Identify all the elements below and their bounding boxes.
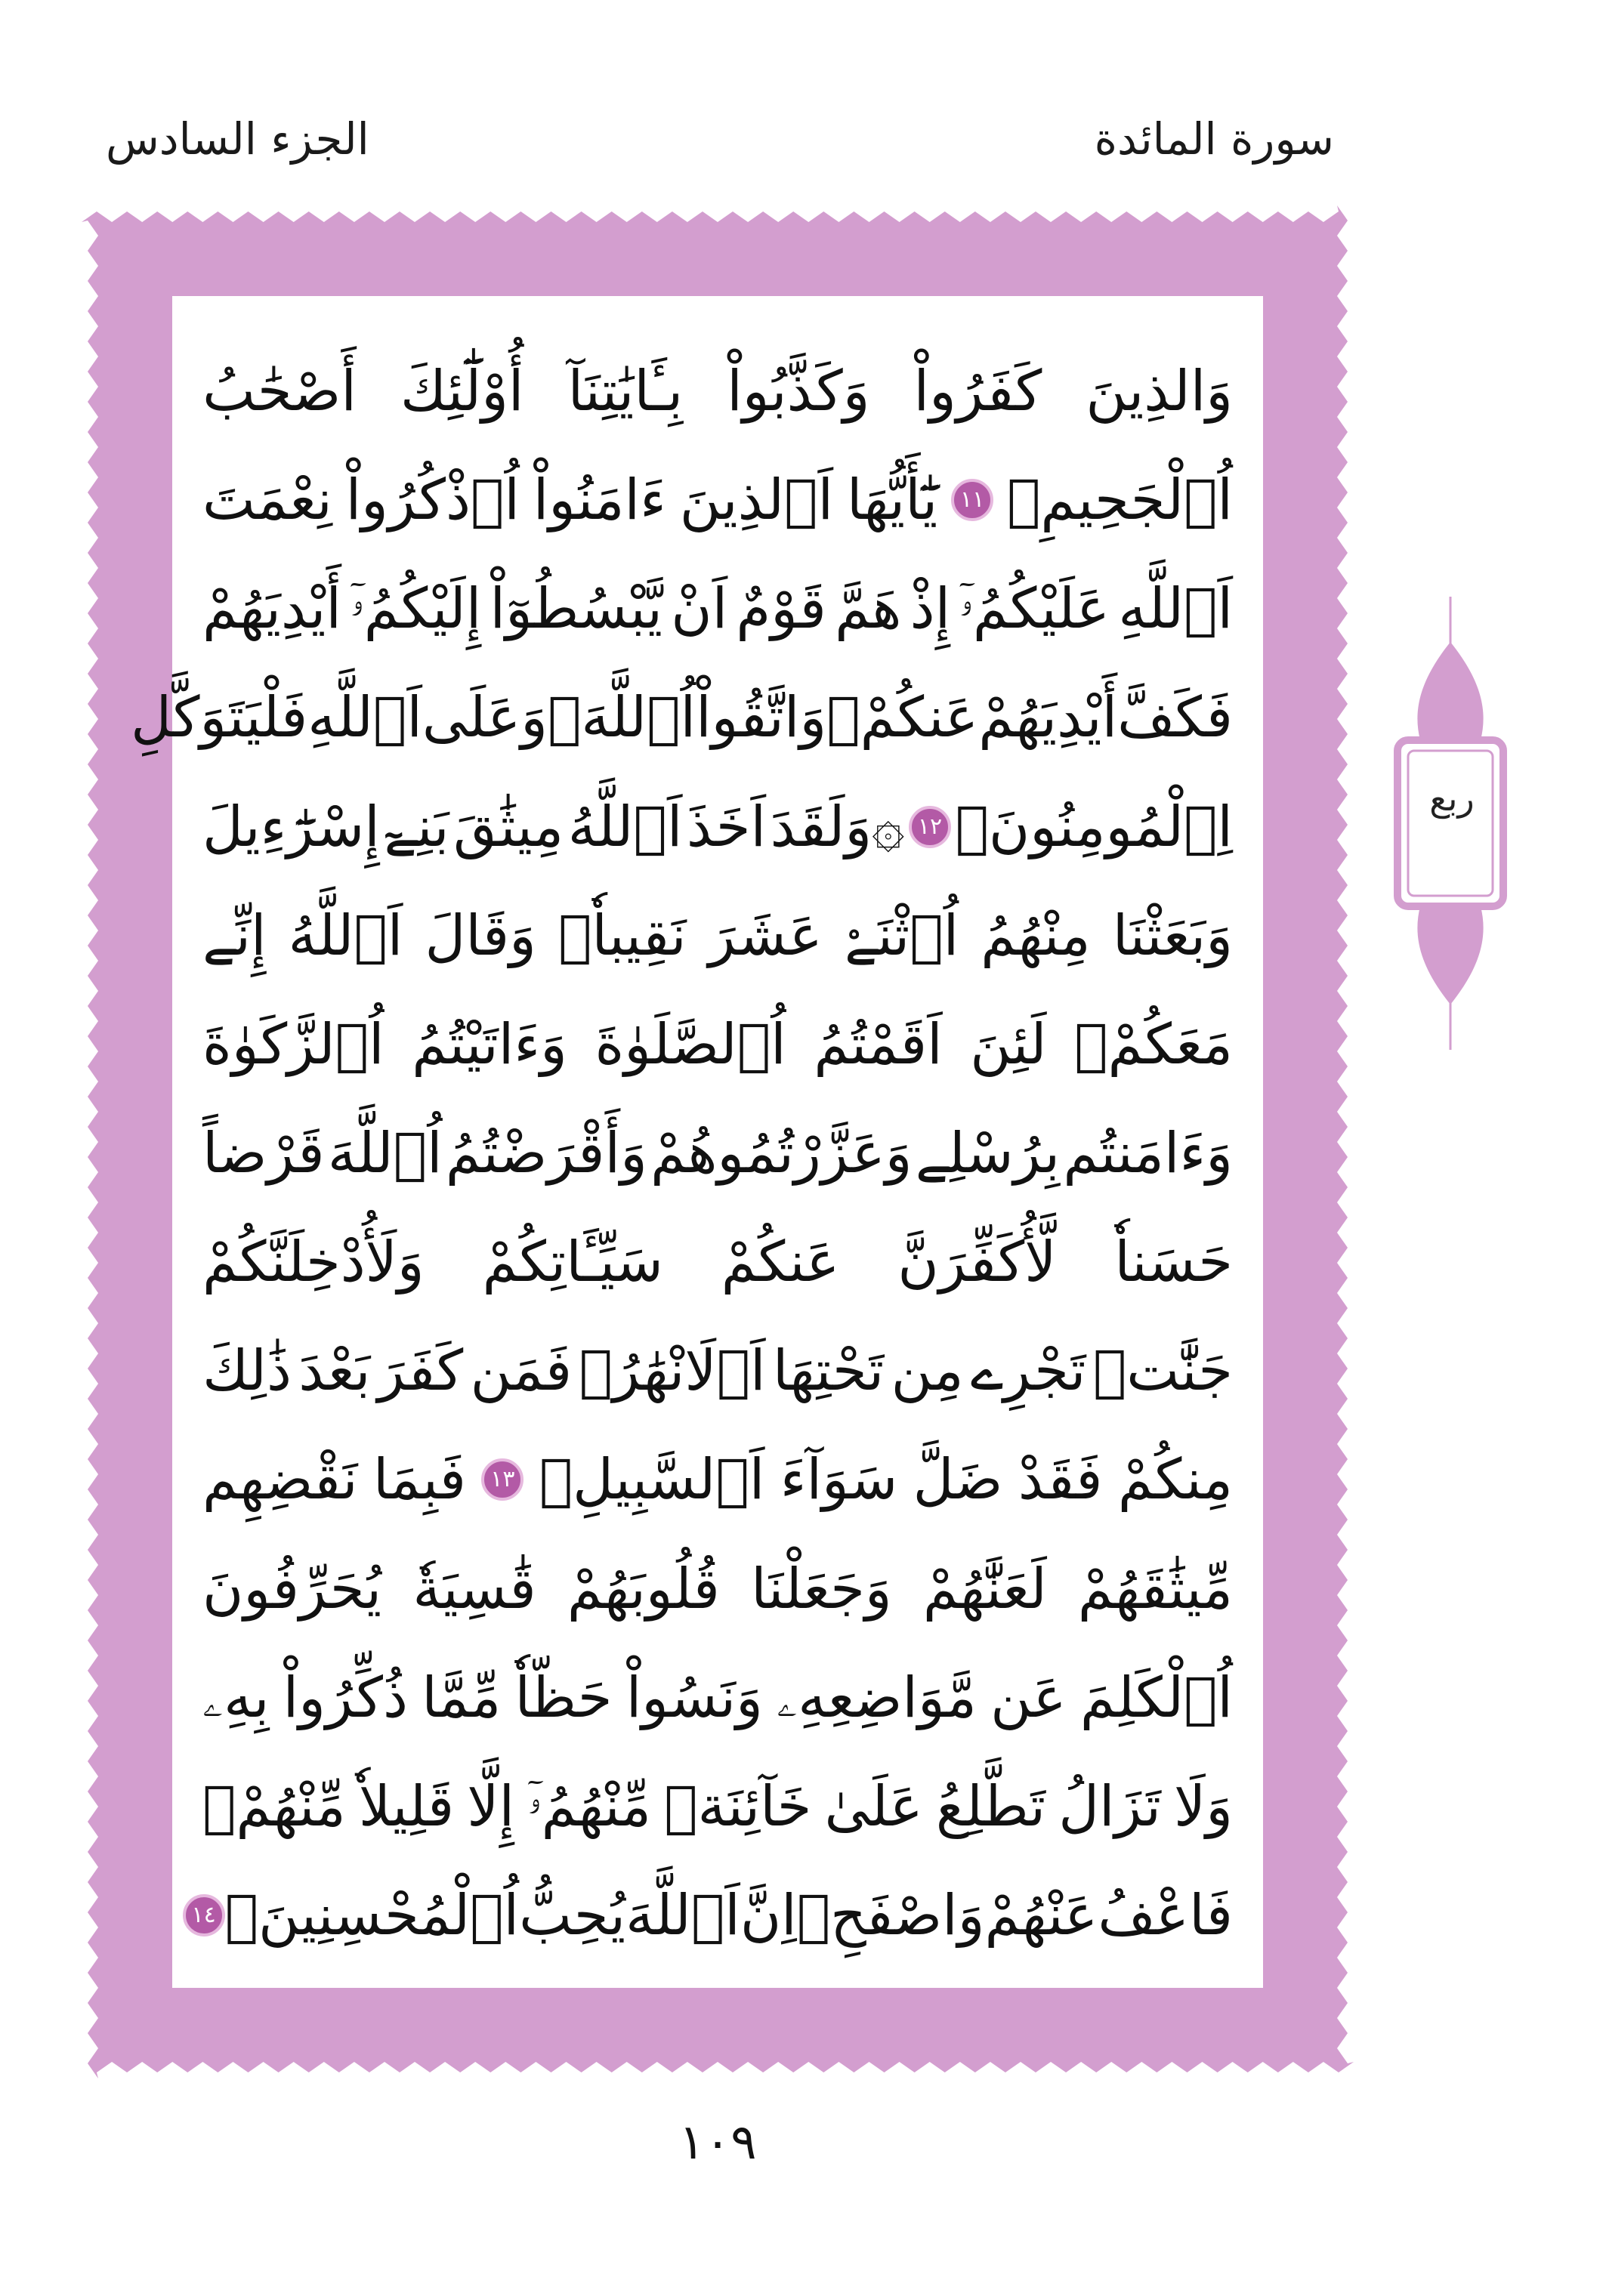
ayah-line <box>202 886 1233 986</box>
word: سَوَآءَ <box>780 1447 898 1513</box>
ayah-line <box>202 1430 1233 1529</box>
page-number: ١٠٩ <box>678 2115 757 2171</box>
word: وَاصْفَحِۖ <box>796 1882 985 1948</box>
word: أَصْحَٰبُ <box>202 359 357 424</box>
word: اَ۬للَّهُ <box>567 794 683 859</box>
word: عَلَيْكُمُۥٓ <box>959 576 1110 642</box>
ayah-number-marker: ١٤ <box>183 1894 225 1936</box>
word: وَلَأُدْخِلَنَّكُمْ <box>202 1230 425 1295</box>
word: إِذْ <box>910 576 951 642</box>
word: مِّنْهُمْۖ <box>202 1773 346 1839</box>
word: إِلَّا <box>467 1773 515 1839</box>
word: إِلَيْكُمُۥٓ <box>350 576 482 642</box>
word: عَلَىٰ <box>824 1773 923 1839</box>
word: مَّوَاضِعِهِۦ <box>777 1665 977 1730</box>
ayah-line <box>202 1648 1233 1748</box>
ayah-line <box>202 1212 1233 1312</box>
surah-title: سورة المائدة <box>1094 113 1334 165</box>
word: يَّبْسُطُوٓاْ <box>490 576 662 642</box>
word: اَقَمْتُمُ <box>814 1011 943 1077</box>
word: اُ۬لزَّكَوٰةَ <box>202 1011 385 1077</box>
word: عَنكُمْ <box>721 1230 840 1295</box>
word: اَ۬للَّهِ <box>1118 576 1233 642</box>
word: اَخَذَ <box>686 794 767 859</box>
word: وَأَقْرَضْتُمُ <box>445 1120 647 1186</box>
word: اَ۬للَّهُ <box>288 903 403 968</box>
word: قَوْمٌ <box>736 576 826 642</box>
word: أَيْدِيَهُمْ <box>202 576 341 642</box>
word: إِسْرَٰٓءِيلَ <box>202 794 380 859</box>
word: بَعْدَ <box>298 1338 371 1404</box>
word: اَ۬لسَّبِيلِۖ <box>539 1447 765 1513</box>
word: قَرْضاً <box>202 1120 325 1186</box>
word: اَ۬للَّهِ <box>307 685 422 751</box>
word: فَاعْفُ <box>1098 1882 1233 1948</box>
word: عَن <box>990 1665 1067 1730</box>
word: لَعَنَّٰهُمْ <box>922 1556 1047 1622</box>
ayah-number-marker: ١٢ <box>909 806 951 848</box>
word: يُحِبُّ <box>519 1882 626 1948</box>
word: وَعَلَى <box>422 685 548 751</box>
ayah-line <box>191 1866 1233 1965</box>
word: اُ۬للَّهَ <box>327 1120 443 1186</box>
word: تَطَّلِعُ <box>935 1773 1046 1839</box>
word: ذُكِّرُواْ <box>283 1665 408 1730</box>
word: ضَلَّ <box>913 1447 1003 1513</box>
word: وَكَذَّبُواْ <box>727 359 870 424</box>
word: اِ۬لْمُومِنُونَۖ <box>955 794 1233 859</box>
word: ءَامَنُواْ <box>533 468 666 533</box>
word: وَنَسُواْ <box>625 1665 763 1730</box>
word: سَيِّـَٔاتِكُمْ <box>482 1230 663 1295</box>
word: بِهِۦ <box>202 1665 270 1730</box>
word: جَنَّٰتٖ <box>1092 1338 1233 1404</box>
ayah-line <box>202 1757 1233 1856</box>
word: ۞وَلَقَدَ <box>770 794 905 859</box>
word: اُ۟ذْكُرُواْ <box>345 468 520 533</box>
word: مِن <box>891 1338 964 1404</box>
word: قَٰسِيَةٗ <box>412 1556 536 1622</box>
juz-title: الجزء السادس <box>106 113 369 165</box>
word: بَنِےٓ <box>384 794 449 859</box>
word: ذَٰلِكَ <box>202 1338 292 1404</box>
word: فَلْيَتَوَكَّلِ <box>131 685 308 751</box>
rub-label: ربع <box>1429 778 1475 819</box>
word: اُ۬لْجَحِيمِۖ <box>1006 468 1233 533</box>
word: كَفَرَ <box>377 1338 464 1404</box>
word: وَعَزَّرْتُمُوهُمْ <box>650 1120 913 1186</box>
ayah-line <box>202 1103 1233 1203</box>
word: يُحَرِّفُونَ <box>202 1556 382 1622</box>
word: خَآئِنَةٖ <box>664 1773 812 1839</box>
word: فَمَن <box>470 1338 573 1404</box>
word: اَنْ <box>671 576 728 642</box>
word: وَءَامَنتُم <box>1063 1120 1233 1186</box>
ayah-line <box>202 1321 1233 1421</box>
word: وَبَعَثْنَا <box>1112 903 1233 968</box>
word: مِّمَّا <box>422 1665 502 1730</box>
word: لَّأُكَفِّرَنَّ <box>897 1230 1057 1295</box>
word: وَلَا <box>1174 1773 1233 1839</box>
text-panel <box>131 296 1263 1988</box>
word: اَ۬للَّهَ <box>625 1882 740 1948</box>
word: تَجْرِے <box>970 1338 1086 1404</box>
word: عَشَرَ <box>708 903 823 968</box>
word: قَلِيلاٗ <box>358 1773 455 1839</box>
ayah-line <box>202 341 1233 441</box>
word: اَ۬لذِينَ <box>679 468 834 533</box>
word: وَاتَّقُواْ <box>696 685 827 751</box>
word: تَحْتِهَا <box>772 1338 885 1404</box>
word: هَمَّ <box>835 576 902 642</box>
word: اَ۬لَانْهَٰرُۖ <box>579 1338 766 1404</box>
word: بِرُسْلِے <box>915 1120 1061 1186</box>
word: وَقَالَ <box>425 903 536 968</box>
word: نِعْمَتَ <box>202 468 332 533</box>
word: فَبِمَا <box>372 1447 466 1513</box>
word: نَقِيباٗۖ <box>558 903 687 968</box>
ayah-number-marker: ١٣ <box>481 1458 523 1501</box>
ayah-number-marker: ١١ <box>951 479 993 521</box>
ayah-line <box>131 668 1233 767</box>
word: مِّيثَٰقَهُمْ <box>1077 1556 1233 1622</box>
word: تَزَالُ <box>1058 1773 1161 1839</box>
word: عَنكُمْۖ <box>826 685 979 751</box>
word: يَٰٓأَيُّهَا <box>846 468 938 533</box>
word: وَالذِينَ <box>1086 359 1233 424</box>
word: أُوْلَٰٓئِكَ <box>400 359 524 424</box>
word: اُ۬لْمُحْسِنِينَۖ <box>224 1882 520 1948</box>
ayah-line <box>202 1539 1233 1639</box>
ayah-line <box>202 450 1233 550</box>
word: اُ۬لْكَلِمَ <box>1079 1665 1233 1730</box>
word: اُ۬لصَّلَوٰةَ <box>595 1011 786 1077</box>
word: مَعَكُمْۖ <box>1074 1011 1233 1077</box>
ayah-line <box>202 777 1233 877</box>
word: قُلُوبَهُمْ <box>567 1556 720 1622</box>
word: مِنكُمْ <box>1117 1447 1233 1513</box>
word: لَئِنَ <box>970 1011 1047 1077</box>
word: اُ۪ثْنَےْ <box>844 903 959 968</box>
word: مِيثَٰقَ <box>453 794 564 859</box>
ayah-line <box>202 559 1233 659</box>
word: وَجَعَلْنَا <box>751 1556 892 1622</box>
ayah-line <box>202 995 1233 1094</box>
word: حَظّاٗ <box>514 1665 613 1730</box>
word: حَسَناٗ <box>1114 1230 1233 1295</box>
page-frame <box>82 205 1354 2078</box>
word: مِّنْهُمُۥٓ <box>527 1773 651 1839</box>
rub-hizb-ornament <box>1390 597 1511 1050</box>
word: فَقَدْ <box>1018 1447 1103 1513</box>
word: عَنْهُمْ <box>984 1882 1098 1948</box>
word: وَءَاتَيْتُمُ <box>412 1011 567 1077</box>
word: فَكَفَّ <box>1117 685 1233 751</box>
word: أَيْدِيَهُمْ <box>978 685 1118 751</box>
word: بِـَٔايَٰتِنَآ <box>567 359 684 424</box>
word: مِنْهُمُ <box>981 903 1091 968</box>
word: اِنَّ <box>740 1882 797 1948</box>
word: اُ۬للَّهَۖ <box>547 685 696 751</box>
word: نَقْضِهِم <box>202 1447 358 1513</box>
word: إِنِّے <box>202 903 267 968</box>
word: كَفَرُواْ <box>913 359 1042 424</box>
